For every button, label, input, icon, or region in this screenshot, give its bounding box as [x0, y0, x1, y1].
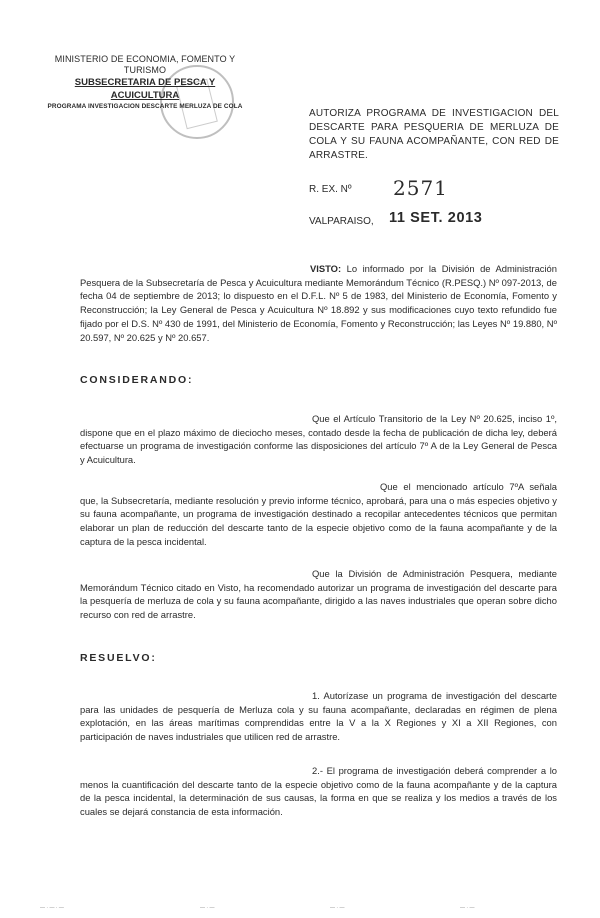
- letterhead: [40, 54, 250, 112]
- visto-lead: VISTO:: [310, 263, 342, 274]
- resuelvo-item-2: 2.- El programa de investigación deberá comprender a lo menos la cuantificación del descarte tanto de la especie objetivo como de la fauna acompañante y de la captura de la pesca incidental, la determinación de sus causas, la forma en que se realiza y los medios a través de los cuales se dejará constancia de esta información.: [80, 765, 557, 818]
- visto-paragraph: [80, 262, 557, 344]
- resolution-number: 2571: [393, 176, 448, 200]
- program-name: PROGRAMA INVESTIGACION DESCARTE MERLUZA DE COLA: [47, 103, 243, 110]
- considerando-paragraph-2: Que el mencionado artículo 7ºA señala que, la Subsecretaría, mediante resolución y previo informe técnico, aprobará, para una o más especies objetivo y su fauna acompañante, un programa de investigación destinado a recopilar antecedentes técnicos que permitan elaborar un plan de reducción del descarte tanto de la especie objetivo como de la fauna acompañante y de la captura de la pesca incidental.: [80, 481, 557, 547]
- ministry-name: MINISTERIO DE ECONOMIA, FOMENTO Y TURISMO: [54, 54, 236, 75]
- resolution-label: R. EX. Nº: [309, 184, 352, 195]
- resuelvo-heading: RESUELVO:: [80, 652, 157, 664]
- subsecretaria-name: SUBSECRETARIA DE PESCA Y ACUICULTURA: [74, 77, 216, 101]
- visto-text: Lo informado por la División de Administración Pesquera de la Subsecretaría de Pesca y Acuicultura mediante Memorándum Técnico (R.PESQ.) Nº 097-2013, de fecha 04 de septiembre de 2013; lo dispuesto en el D.F.L. Nº 5 de 1983, del Ministerio de Economía, Fomento y Reconstrucción; la Ley General de Pesca y Acuicultura Nº 18.892 y sus modificaciones cuyo texto refundido fue fijado por el D.S. Nº 430 de 1991, del Ministerio de Economía, Fomento y Reconstrucción; las Leyes Nº 19.880, Nº 20.597, Nº 20.625 y Nº 20.657.: [80, 263, 557, 343]
- resuelvo-item-1: 1. Autorízase un programa de investigación del descarte para las unidades de pesquería de Merluza cola y su fauna acompañante, declaradas en régimen de plena explotación, en las áreas marítimas comprendidas entre la V a la X Regiones y XI a XII Regiones, con participación de naves industriales que utilicen red de arrastre.: [80, 690, 557, 743]
- document-page: MINISTERIO DE ECONOMIA, FOMENTO Y TURISMO SUBSECRETARIA DE PESCA Y ACUICULTURA PROGRAMA INVESTIGACION DESCARTE MERLUZA DE COLA AUTORIZA PROGRAMA DE INVESTIGACION DEL DESCARTE PARA PESQUERIA DE MERLUZA DE COLA Y SU FAUNA ACOMPAÑANTE, CON RED DE ARRASTRE. R. EX. Nº 2571 VALPARAISO, 11 SET. 2013 VISTO: Lo informado por la División de Administración Pesquera de la Subsecretaría de Pesca y Acuicultura mediante Memorándum Técnico (R.PESQ.) Nº 097-2013, de fecha 04 de septiembre de 2013; lo dispuesto en el D.F.L. Nº 5 de 1983, del Ministerio de Economía, Fomento y Reconstrucción; la Ley General de Pesca y Acuicultura Nº 18.892 y sus modificaciones cuyo texto refundido fue fijado por el D.S. Nº 430 de 1991, del Ministerio de Economía, Fomento y Reconstrucción; las Leyes Nº 19.880, Nº 20.597, Nº 20.625 y Nº 20.657. CONSIDERANDO: Que el Artículo Transitorio de la Ley Nº 20.625, inciso 1º, dispone que en el plazo máximo de dieciocho meses, contado desde la fecha de publicación de dicha ley, deberá efectuarse un programa de investigación conforme las disposiciones del artículo 7º A de la Ley General de Pesca y Acuicultura. Que el mencionado artículo 7ºA señala que, la Subsecretaría, mediante resolución y previo informe técnico, aprobará, para una o más especies objetivo y su fauna acompañante, un programa de investigación destinado a recopilar antecedentes técnicos que permitan elaborar un plan de reducción del descarte tanto de la especie objetivo como de la fauna acompañante y de la captura de la pesca incidental. Que la División de Administración Pesquera, mediante Memorándum Técnico citado en Visto, ha recomendado autorizar un programa de investigación del descarte para la pesquería de merluza de cola y su fauna acompañante, dirigido a las naves industriales que operan sobre dicho recurso con red de arrastre. RESUELVO: 1. Autorízase un programa de investigación del descarte para las unidades de pesquería de Merluza cola y su fauna acompañante, declaradas en régimen de plena explotación, en las áreas marítimas comprendidas entre la V a la X Regiones y XI a XII Regiones, con participación de naves industriales que utilicen red de arrastre. 2.- El programa de investigación deberá comprender a lo menos la cuantificación del descarte tanto de la especie objetivo como de la fauna acompañante y de la captura de la pesca incidental, la determinación de sus causas, la forma en que se realiza y los medios a través de los cuales se dejará constancia de esta información. — · — · — — · — — · — — · —: [40, 54, 559, 911]
- considerando-paragraph-1: Que el Artículo Transitorio de la Ley Nº 20.625, inciso 1º, dispone que en el plazo máximo de dieciocho meses, contado desde la fecha de publicación de dicha ley, deberá efectuarse un programa de investigación conforme las disposiciones del artículo 7º A de la Ley General de Pesca y Acuicultura.: [80, 413, 557, 466]
- resolution-title: AUTORIZA PROGRAMA DE INVESTIGACION DEL DESCARTE PARA PESQUERIA DE MERLUZA DE COLA Y SU FAUNA ACOMPAÑANTE, CON RED DE ARRASTRE.: [309, 108, 559, 161]
- date-stamp: 11 SET. 2013: [389, 210, 483, 226]
- considerando-paragraph-3: Que la División de Administración Pesquera, mediante Memorándum Técnico citado en Visto, ha recomendado autorizar un programa de investigación del descarte para la pesquería de merluza de cola y su fauna acompañante, dirigido a las naves industriales que operan sobre dicho recurso con red de arrastre.: [80, 568, 557, 621]
- considerando-heading: CONSIDERANDO:: [80, 374, 194, 386]
- city-label: VALPARAISO,: [309, 216, 374, 227]
